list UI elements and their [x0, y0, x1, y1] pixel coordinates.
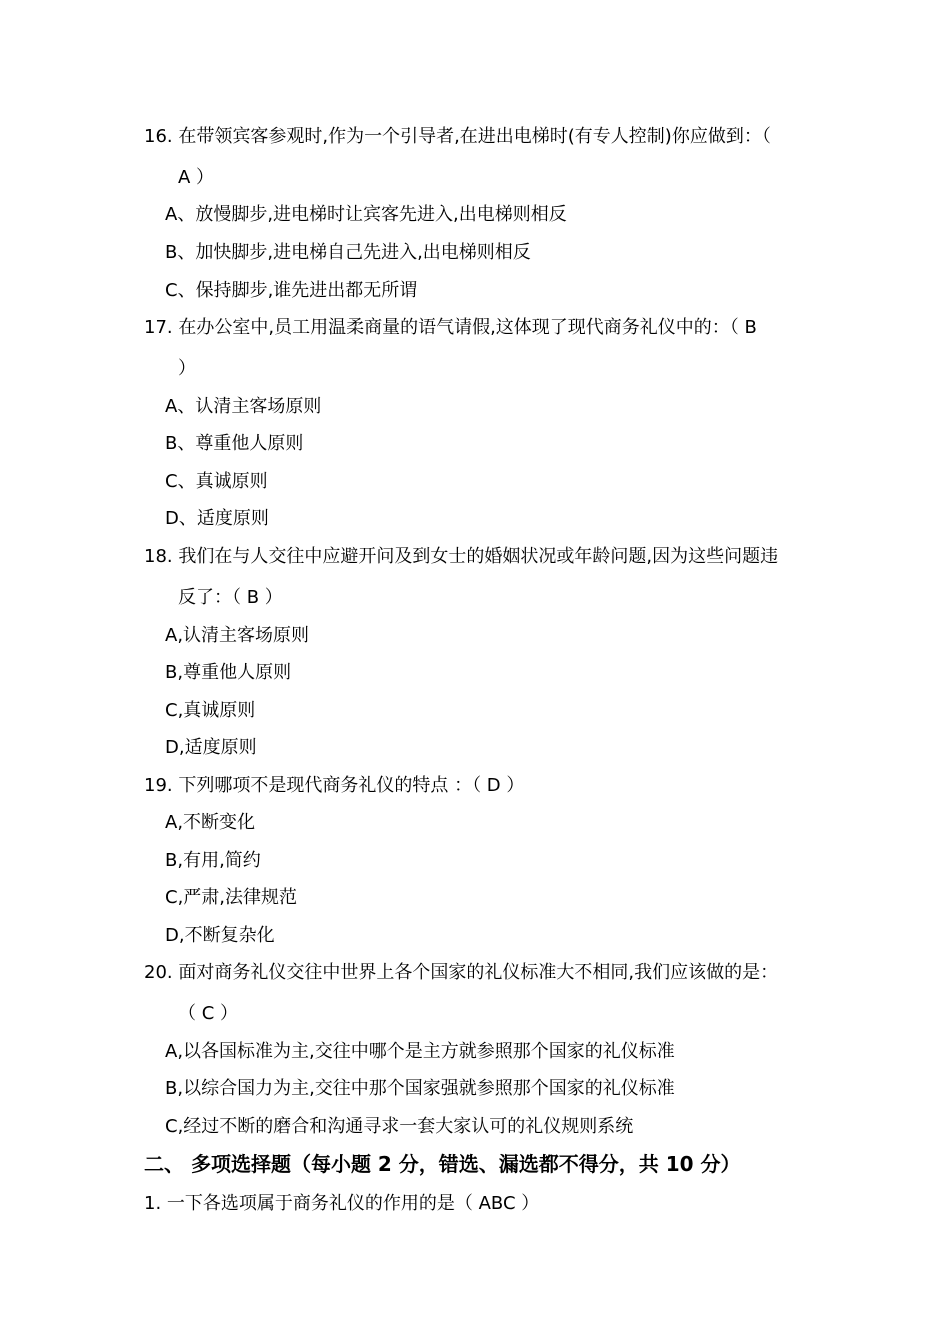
- question-16-option-a: A、放慢脚步,进电梯时让宾客先进入,出电梯则相反: [165, 204, 567, 225]
- question-18-option-a: A,认清主客场原则: [165, 625, 310, 646]
- multi-question-1-text: 1. 一下各选项属于商务礼仪的作用的是（ ABC ）: [144, 1193, 540, 1214]
- question-16-option-b: B、加快脚步,进电梯自己先进入,出电梯则相反: [165, 242, 531, 263]
- question-17-option-c: C、真诚原则: [165, 471, 268, 492]
- question-18-option-b: B,尊重他人原则: [165, 662, 292, 683]
- question-17-option-a: A、认清主客场原则: [165, 396, 322, 417]
- question-19-option-b: B,有用,简约: [165, 850, 261, 871]
- question-17-option-b: B、尊重他人原则: [165, 433, 304, 454]
- question-20-option-c: C,经过不断的磨合和沟通寻求一套大家认可的礼仪规则系统: [165, 1116, 634, 1137]
- question-16-answer: A ）: [178, 167, 215, 188]
- question-16-option-c: C、保持脚步,谁先进出都无所谓: [165, 280, 418, 301]
- question-19-option-d: D,不断复杂化: [165, 925, 275, 946]
- question-17-option-d: D、适度原则: [165, 508, 269, 529]
- question-19-option-a: A,不断变化: [165, 812, 256, 833]
- question-19-option-c: C,严肃,法律规范: [165, 887, 298, 908]
- question-19-text: 19. 下列哪项不是现代商务礼仪的特点 ：（ D ）: [144, 775, 525, 796]
- question-20-text: 20. 面对商务礼仪交往中世界上各个国家的礼仪标准大不相同,我们应该做的是：: [144, 962, 779, 983]
- question-17-answer: ）: [178, 358, 196, 379]
- question-20-answer: （ C ）: [178, 1003, 239, 1024]
- question-17-text: 17. 在办公室中,员工用温柔商量的语气请假,这体现了现代商务礼仪中的：（ B: [144, 317, 757, 338]
- section-heading-multiple-choice: 二、 多项选择题（每小题 2 分，错选、漏选都不得分，共 10 分）: [144, 1152, 741, 1176]
- question-16-text: 16. 在带领宾客参观时,作为一个引导者,在进出电梯时(有专人控制)你应做到：（: [144, 126, 771, 147]
- question-18-option-c: C,真诚原则: [165, 700, 256, 721]
- question-20-option-a: A,以各国标准为主,交往中哪个是主方就参照那个国家的礼仪标准: [165, 1041, 675, 1062]
- question-20-option-b: B,以综合国力为主,交往中那个国家强就参照那个国家的礼仪标准: [165, 1078, 675, 1099]
- question-18-text: 18. 我们在与人交往中应避开问及到女士的婚姻状况或年龄问题,因为这些问题违: [144, 546, 779, 567]
- question-18-answer: 反了：（ B ）: [178, 587, 283, 608]
- question-18-option-d: D,适度原则: [165, 737, 257, 758]
